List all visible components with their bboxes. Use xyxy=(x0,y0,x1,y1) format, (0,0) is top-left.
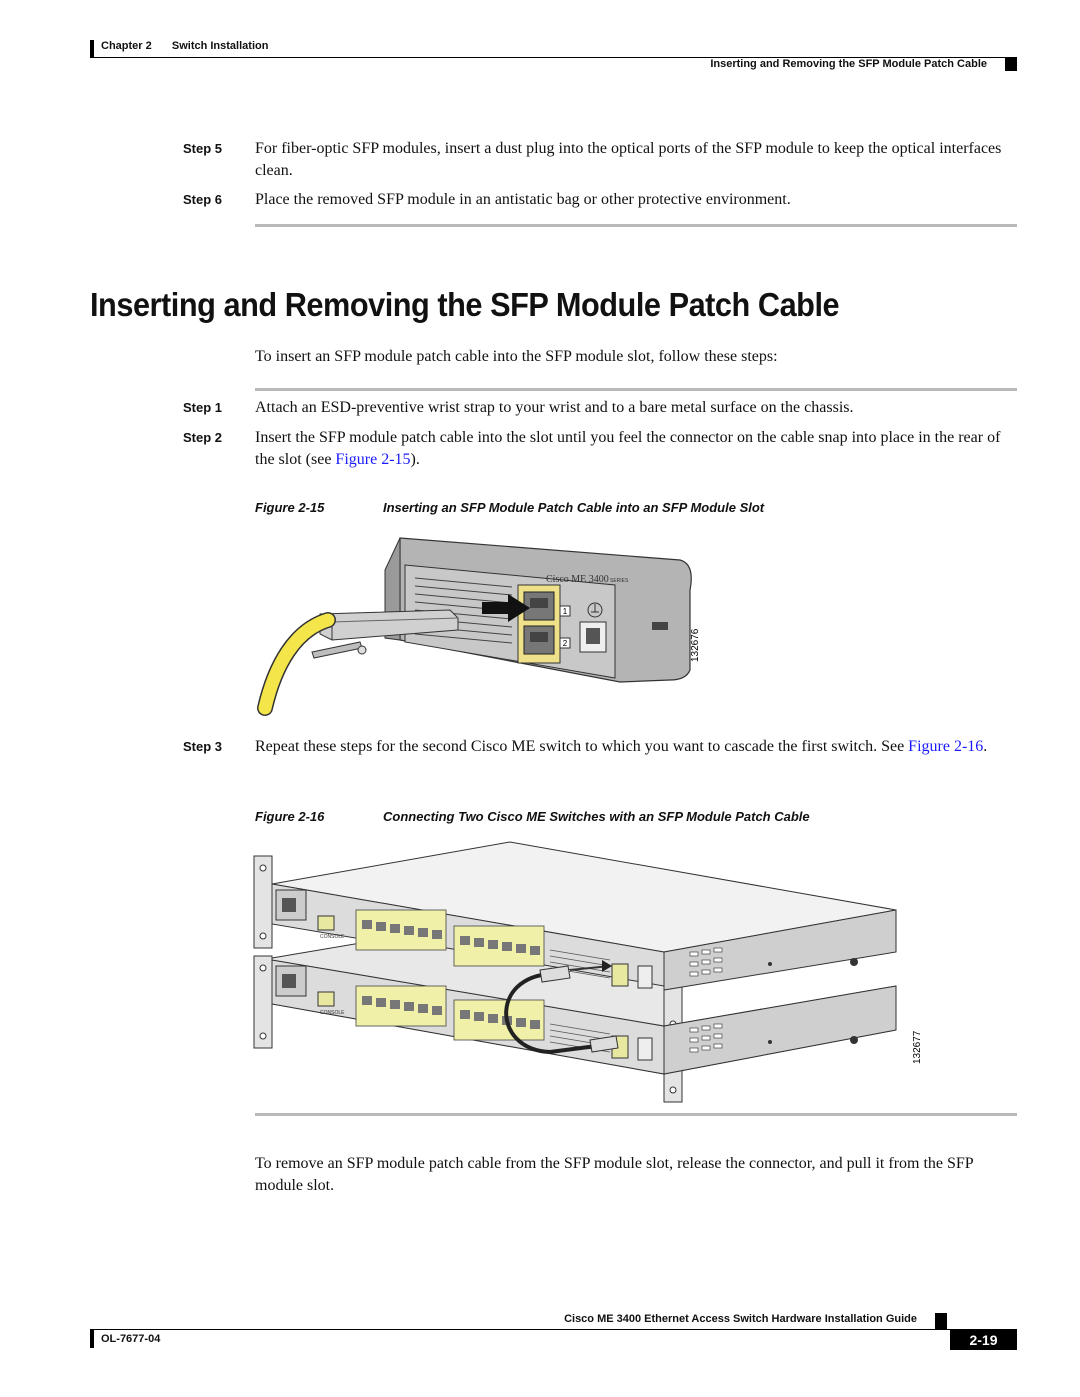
page-number-text: 2-19 xyxy=(969,1332,998,1348)
steps-start-rule xyxy=(255,388,1017,391)
figure15-brand: Cisco ME 3400 xyxy=(546,574,609,585)
header-chapter-title: Switch Installation xyxy=(171,40,269,52)
header-section-title: Inserting and Removing the SFP Module Patch Cable xyxy=(710,58,987,70)
step6-text: Place the removed SFP module in an antistatic bag or other protective environment. xyxy=(255,191,791,208)
steps-end-rule xyxy=(255,224,1017,227)
figure16-end-rule xyxy=(255,1113,1017,1116)
figure15-port1-label: 1 xyxy=(562,607,568,616)
header-chapter-number: Chapter 2 xyxy=(101,40,152,52)
step2-text xyxy=(255,427,1017,471)
step3-text xyxy=(255,736,1017,758)
figure-2-16-link[interactable]: Figure 2-16 xyxy=(908,738,984,755)
step1-text: Attach an ESD-preventive wrist strap to your wrist and to a bare metal surface on the chassis. xyxy=(255,399,854,416)
footer-page-number xyxy=(950,1330,1017,1350)
figure16-illustration xyxy=(250,840,940,1110)
figure15-illustration xyxy=(250,530,730,720)
section-heading: Inserting and Removing the SFP Module Patch Cable xyxy=(90,286,840,323)
figure16-console-bottom: CONSOLE xyxy=(320,1010,345,1016)
footer-left-bar xyxy=(90,1330,94,1348)
figure16-caption: Connecting Two Cisco ME Switches with an SFP Module Patch Cable xyxy=(383,809,810,824)
figure15-number: Figure 2-15 xyxy=(255,500,325,515)
step1-label: Step 1 xyxy=(183,400,223,415)
figure-2-15-link[interactable]: Figure 2-15 xyxy=(335,451,411,468)
footer-doc-number: OL-7677-04 xyxy=(101,1333,161,1345)
figure15-id: 132676 xyxy=(690,628,701,662)
step2-text-after: ). xyxy=(410,451,420,468)
figure15-series: SERIES xyxy=(610,578,629,584)
figure16-console-top: CONSOLE xyxy=(320,934,345,940)
header-left-bar xyxy=(90,40,94,58)
footer-guide-title: Cisco ME 3400 Ethernet Access Switch Hardware Installation Guide xyxy=(564,1313,917,1325)
step5-label: Step 5 xyxy=(183,141,223,156)
step6-label: Step 6 xyxy=(183,192,223,207)
closing-paragraph: To remove an SFP module patch cable from the SFP module slot, release the connector, and pull it from the SFP module slot. xyxy=(255,1155,974,1194)
header-right-block xyxy=(1005,57,1017,71)
figure16-number: Figure 2-16 xyxy=(255,809,325,824)
figure16-id: 132677 xyxy=(912,1030,923,1064)
footer-rule xyxy=(90,1329,1017,1330)
figure15-port2-label: 2 xyxy=(562,639,568,648)
section-intro: To insert an SFP module patch cable into the SFP module slot, follow these steps: xyxy=(255,348,778,365)
header-chapter xyxy=(101,40,268,52)
step3-text-before: Repeat these steps for the second Cisco ME switch to which you want to cascade the first switch. See xyxy=(255,738,909,755)
step2-label: Step 2 xyxy=(183,430,223,445)
footer-right-block xyxy=(935,1313,947,1329)
figure15-caption: Inserting an SFP Module Patch Cable into an SFP Module Slot xyxy=(383,500,765,515)
step3-label: Step 3 xyxy=(183,739,223,754)
step2-text-before: Insert the SFP module patch cable into the slot until you feel the connector on the cable snap into place in the rear of the slot (see xyxy=(255,429,1001,468)
step5-text: For fiber-optic SFP modules, insert a dust plug into the optical ports of the SFP module to keep the optical interfaces clean. xyxy=(255,140,1002,179)
step3-text-after: . xyxy=(983,738,988,755)
